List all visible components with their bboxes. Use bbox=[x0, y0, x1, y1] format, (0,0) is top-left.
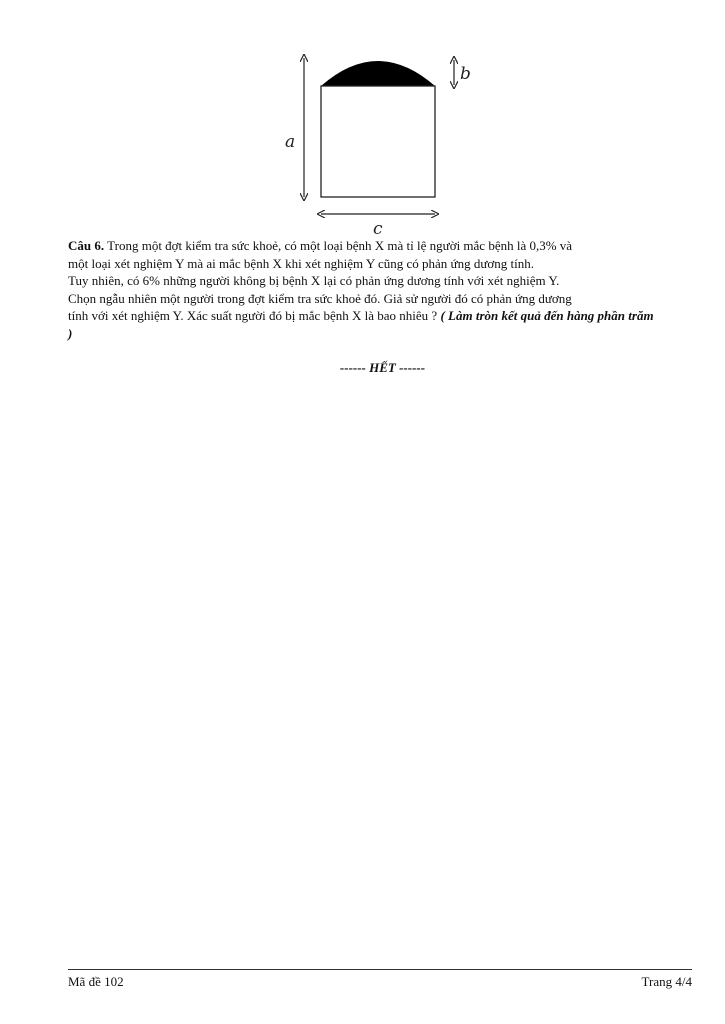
question-label: Câu 6. bbox=[68, 238, 105, 253]
label-b: b bbox=[460, 64, 471, 84]
dome-cap bbox=[321, 61, 435, 86]
diagram-svg bbox=[278, 46, 478, 236]
question-line-1 bbox=[68, 237, 658, 255]
question-line-5 bbox=[68, 307, 658, 342]
page-footer bbox=[68, 969, 692, 990]
exam-code: Mã đề 102 bbox=[68, 974, 124, 989]
diagram-figure bbox=[278, 46, 478, 236]
rectangle-body bbox=[321, 86, 435, 197]
rounding-instruction: ( Làm tròn kết quả đến hàng phần trăm ) bbox=[68, 308, 654, 341]
question-text-1: Trong một đợt kiểm tra sức khoẻ, có một loại bệnh X mà tỉ lệ người mắc bệnh là 0,3% và bbox=[107, 238, 573, 253]
question-line-2: một loại xét nghiệm Y mà ai mắc bệnh X khi xét nghiệm Y cũng có phản ứng dương tính. bbox=[68, 255, 535, 271]
label-c: c bbox=[373, 219, 383, 236]
page-number: Trang 4/4 bbox=[641, 974, 692, 989]
question-text-5: tính với xét nghiệm Y. Xác suất người đó bị mắc bệnh X là bao nhiêu ? bbox=[68, 308, 438, 323]
question-line-3: Tuy nhiên, có 6% những người không bị bệnh X lại có phản ứng dương tính với xét nghiệm Y. bbox=[68, 273, 560, 288]
end-mark: ------ HẾT ------ bbox=[339, 360, 426, 375]
question-line-4: Chọn ngẫu nhiên một người trong đợt kiểm tra sức khoẻ đó. Giả sử người đó có phản ứng dương bbox=[68, 290, 572, 306]
question-6 bbox=[68, 237, 658, 342]
label-a: a bbox=[285, 132, 296, 152]
